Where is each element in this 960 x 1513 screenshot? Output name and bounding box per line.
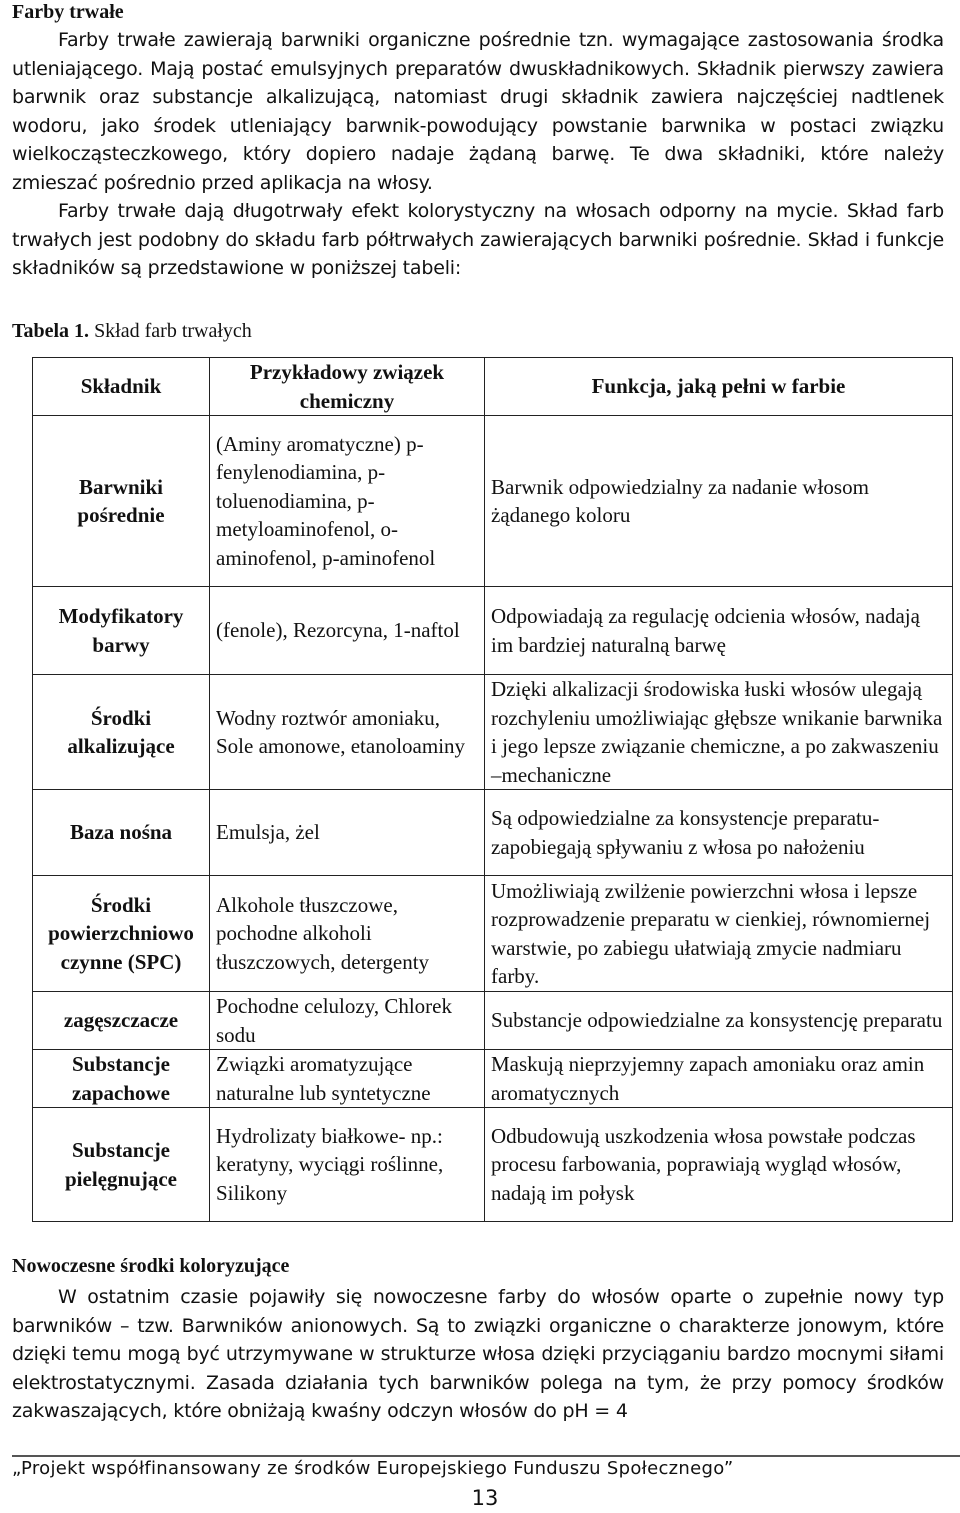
component-cell: Środki alkalizujące	[33, 675, 210, 790]
example-cell: Związki aromatyzujące naturalne lub syntetyczne	[210, 1050, 485, 1108]
paragraph: Farby trwałe dają długotrwały efekt kolorystyczny na włosach odporny na mycie. Skład farb trwałych jest podobny do składu farb półtrwałych zawierających barwniki pośrednie. Skład i funkcje składników są przedstawione w poniższej tabeli:	[12, 200, 944, 279]
section2-body	[12, 1283, 944, 1426]
footer-text: „Projekt współfinansowany ze środków Europejskiego Funduszu Społecznego”	[12, 1458, 734, 1479]
table-row	[33, 1108, 953, 1222]
example-cell: Hydrolizaty białkowe- np.: keratyny, wyciągi roślinne, Silikony	[210, 1108, 485, 1222]
table-row	[33, 790, 953, 876]
function-cell: Barwnik odpowiedzialny za nadanie włosom żądanego koloru	[485, 416, 953, 587]
example-cell: Alkohole tłuszczowe, pochodne alkoholi tłuszczowych, detergenty	[210, 876, 485, 992]
function-cell: Umożliwiają zwilżenie powierzchni włosa i lepsze rozprowadzenie preparatu w cienkiej, równomiernej warstwie, po zabiegu ułatwiają zmycie nadmiaru farby.	[485, 876, 953, 992]
footer-divider	[12, 1455, 960, 1457]
component-cell: Środki powierzchniowo czynne (SPC)	[33, 876, 210, 992]
table-row	[33, 992, 953, 1050]
paragraph: Farby trwałe zawierają barwniki organiczne pośrednie tzn. wymagające zastosowania środka utleniającego. Mają postać emulsyjnych preparatów dwuskładnikowych. Składnik pierwszy zawiera barwnik oraz substancje alkalizującą, natomiast drugi składnik zawiera najczęściej nadtlenek wodoru, jako środek utleniający barwnik-powodujący powstanie barwnika w postaci związku wielkocząsteczkowego, który dopiero nadaje żądaną barwę. Te dwa składniki, które należy zmieszać pośrednio przed aplikacja na włosy.	[12, 29, 944, 194]
table-row	[33, 876, 953, 992]
table-row	[33, 675, 953, 790]
table-caption-text: Skład farb trwałych	[89, 320, 252, 342]
component-cell: Barwniki pośrednie	[33, 416, 210, 587]
example-cell: Wodny roztwór amoniaku, Sole amonowe, etanoloaminy	[210, 675, 485, 790]
function-cell: Substancje odpowiedzialne za konsystencję preparatu	[485, 992, 953, 1050]
component-cell: Substancje zapachowe	[33, 1050, 210, 1108]
example-cell: Emulsja, żel	[210, 790, 485, 876]
component-cell: Substancje pielęgnujące	[33, 1108, 210, 1222]
function-cell: Dzięki alkalizacji środowiska łuski włosów ulegają rozchyleniu umożliwiając głębsze wnikanie barwnika i jego lepsze związanie chemiczne, a po zakwaszeniu –mechaniczne	[485, 675, 953, 790]
page-number: 13	[471, 1486, 499, 1510]
section-title-farby-trwale: Farby trwałe	[12, 1, 124, 23]
table-row	[33, 416, 953, 587]
component-cell: Baza nośna	[33, 790, 210, 876]
example-cell: Pochodne celulozy, Chlorek sodu	[210, 992, 485, 1050]
table-caption	[12, 320, 252, 343]
function-cell: Odpowiadają za regulację odcienia włosów, nadają im bardziej naturalną barwę	[485, 587, 953, 675]
component-cell: Modyfikatory barwy	[33, 587, 210, 675]
example-cell: (Aminy aromatyczne) p-fenylenodiamina, p-toluenodiamina, p-metyloaminofenol, o-aminofenol, p-aminofenol	[210, 416, 485, 587]
table-caption-label: Tabela 1.	[12, 320, 90, 342]
function-cell: Maskują nieprzyjemny zapach amoniaku oraz amin aromatycznych	[485, 1050, 953, 1108]
example-cell: (fenole), Rezorcyna, 1-naftol	[210, 587, 485, 675]
table-row	[33, 1050, 953, 1108]
table-header-row	[33, 358, 953, 416]
table-header-cell: Przykładowy związek chemiczny	[210, 358, 485, 416]
composition-table	[32, 357, 953, 1222]
section1-body	[12, 26, 944, 283]
table-header-cell: Składnik	[33, 358, 210, 416]
paragraph: W ostatnim czasie pojawiły się nowoczesne farby do włosów oparte o zupełnie nowy typ barwników – tzw. Barwników anionowych. Są to związki organiczne o charakterze jonowym, które dzięki temu mogą być utrzymywane w strukturze włosa dzięki przyciąganiu bardzo mocnymi siłami elektrostatycznymi. Zasada działania tych barwników polega na tym, że przy pomocy środków zakwaszających, które obniżają kwaśny odczyn włosów do pH = 4	[12, 1286, 944, 1422]
function-cell: Są odpowiedzialne za konsystencje preparatu-zapobiegają spływaniu z włosa po nałożeniu	[485, 790, 953, 876]
table-row	[33, 587, 953, 675]
table-header-cell: Funkcja, jaką pełni w farbie	[485, 358, 953, 416]
function-cell: Odbudowują uszkodzenia włosa powstałe podczas procesu farbowania, poprawiają wygląd włosów, nadają im połysk	[485, 1108, 953, 1222]
section-title-nowoczesne: Nowoczesne środki koloryzujące	[12, 1255, 290, 1277]
component-cell: zagęszczacze	[33, 992, 210, 1050]
